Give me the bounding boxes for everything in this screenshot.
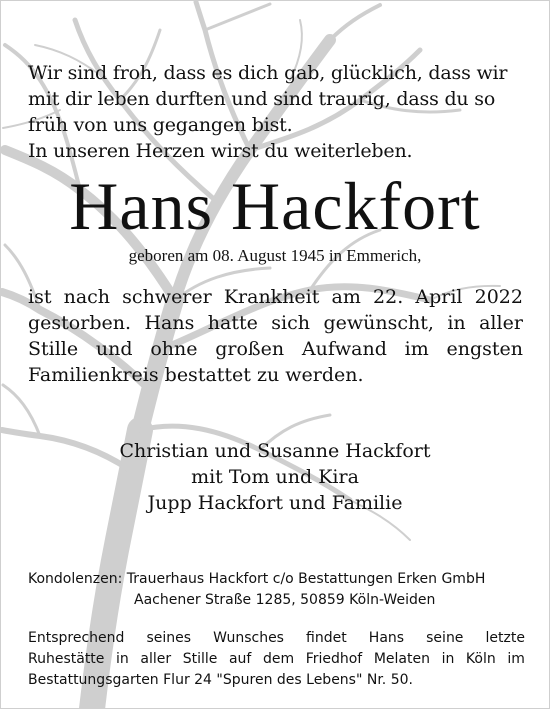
word: Stille: [28, 338, 79, 360]
rest-line: [28, 628, 525, 649]
main-text: [28, 284, 523, 388]
word: engsten: [446, 338, 523, 360]
word: Ruhestätte: [28, 651, 105, 667]
word: Aufwand: [301, 338, 387, 360]
word: seines: [146, 630, 192, 646]
family-line: Christian und Susanne Hackfort: [119, 440, 431, 462]
word: Krankheit: [223, 286, 320, 308]
word: in: [447, 312, 466, 334]
family-line: Jupp Hackfort und Familie: [147, 492, 403, 514]
word: im: [507, 651, 525, 667]
word: Hans: [368, 630, 405, 646]
birth-info: geboren am 08. August 1945 in Emmerich,: [128, 246, 422, 265]
word: auf: [228, 651, 252, 667]
family-line: mit Tom und Kira: [191, 466, 359, 488]
main-line: Familienkreis bestattet zu werden.: [28, 364, 364, 386]
word: seine: [426, 630, 464, 646]
word: dem: [262, 651, 295, 667]
word: April: [415, 286, 463, 308]
word: findet: [306, 630, 347, 646]
deceased-name: Hans Hackfort: [69, 168, 481, 244]
intro-line: mit dir leben durften und sind traurig, dass du so: [28, 88, 496, 110]
word: und: [95, 338, 133, 360]
word: 2022: [474, 286, 523, 308]
word: Melaten: [373, 651, 430, 667]
intro-line: früh von uns gegangen bist.: [28, 114, 293, 136]
word: Stille: [182, 651, 218, 667]
word: ohne: [150, 338, 198, 360]
word: nach: [63, 286, 111, 308]
word: in: [441, 651, 455, 667]
word: letzte: [485, 630, 525, 646]
word: Wunsches: [213, 630, 284, 646]
intro-line: Wir sind froh, dass es dich gab, glücklich, dass wir: [28, 62, 508, 84]
word: Friedhof: [305, 651, 363, 667]
word: sich: [271, 312, 311, 334]
main-line: [28, 284, 523, 310]
word: 22.: [373, 286, 404, 308]
word: Entsprechend: [28, 630, 125, 646]
family-signatures: [0, 438, 550, 516]
word: in: [116, 651, 129, 667]
word: Köln: [465, 651, 496, 667]
main-line: [28, 310, 523, 336]
intro-line: In unseren Herzen wirst du weiterleben.: [28, 140, 413, 162]
word: schwerer: [122, 286, 212, 308]
resting-place-note: [28, 628, 525, 691]
rest-line: [28, 649, 525, 670]
word: großen: [215, 338, 285, 360]
condolences-line: Kondolenzen: Trauerhaus Hackfort c/o Bestattungen Erken GmbH: [28, 571, 486, 587]
word: Hans: [144, 312, 195, 334]
word: ist: [28, 286, 52, 308]
word: gewünscht,: [323, 312, 434, 334]
word: aller: [140, 651, 172, 667]
word: hatte: [207, 312, 258, 334]
word: aller: [479, 312, 523, 334]
main-line: [28, 336, 523, 362]
word: im: [404, 338, 429, 360]
word: am: [331, 286, 361, 308]
condolences-address: [28, 569, 528, 611]
condolences-address-line: Aachener Straße 1285, 50859 Köln-Weiden: [134, 592, 436, 608]
word: gestorben.: [28, 312, 131, 334]
rest-line: Bestattungsgarten Flur 24 "Spuren des Lebens" Nr. 50.: [28, 672, 413, 688]
intro-verse: [28, 60, 528, 164]
